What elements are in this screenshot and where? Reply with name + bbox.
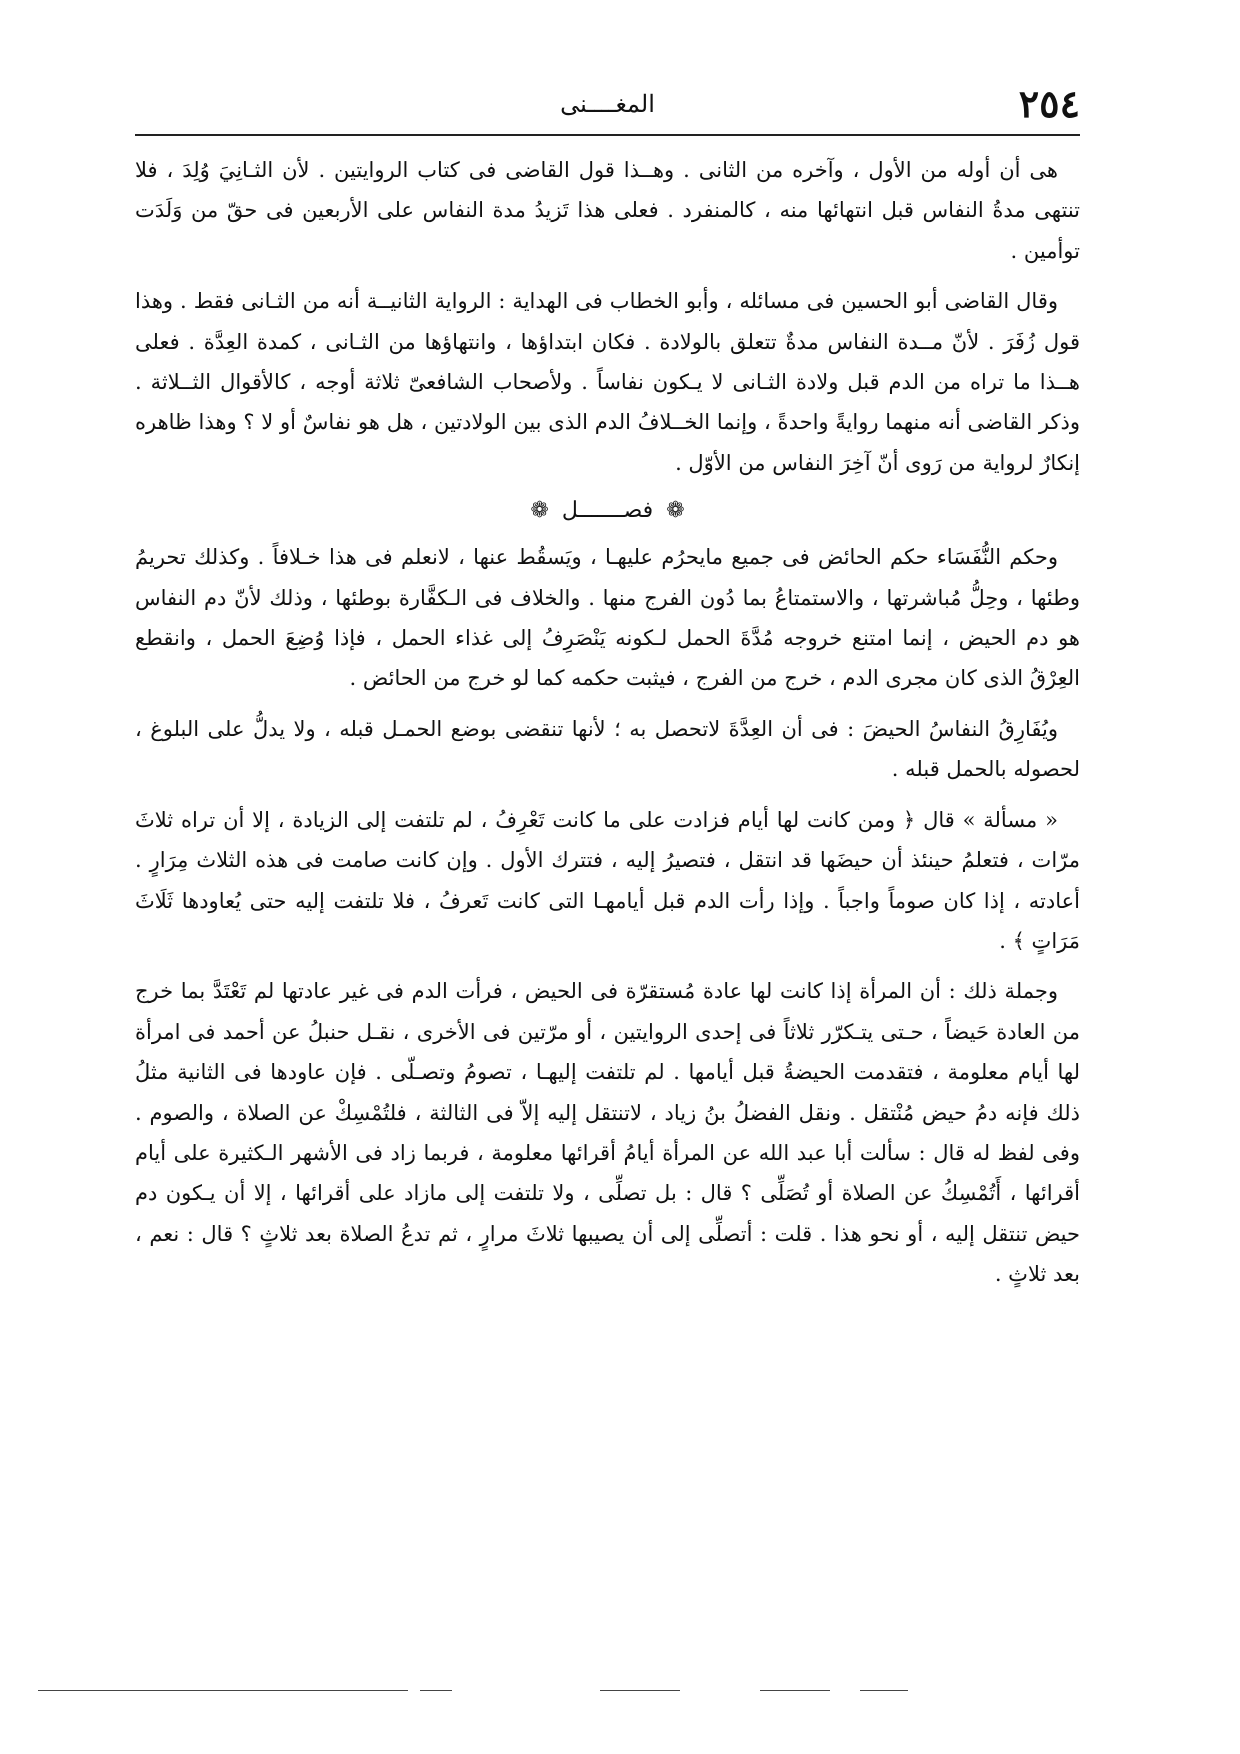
footer-rule xyxy=(860,1690,908,1691)
paragraph: وجملة ذلك : أن المرأة إذا كانت لها عادة مُستقرّة فى الحيض ، فرأت الدم فى غير عادتها لم تَعْتَدَّ بما خرج من العادة حَيضاً ، حـتى يتـكرّر ثلاثاً فى إحدى الروايتين ، أو مرّتين فى الأخرى ، نقـل حنبلُ عن أحمد فى امرأة لها أيام معلومة ، فتقدمت الحيضةُ قبل أيامها . لم تلتفت إليهـا ، تصومُ وتصـلّى . فإن عاودها فى الثانية مثلُ ذلك فإنه دمُ حيض مُنْتقل . ونقل الفضلُ بنُ زياد ، لاتنتقل إليه إلاّ فى الثالثة ، فلتُمْسِكْ عن الصلاة ، والصوم . وفى لفظ له قال : سألت أبا عبد الله عن المرأة أيامُ أقرائها معلومة ، فربما زاد فى الأشهر الـكثيرة على أيام أقرائها ، أَتُمْسِكُ عن الصلاة أو تُصَلِّى ؟ قال : بل تصلِّى ، ولا تلتفت إلى مازاد على أقرائها ، إلا أن يـكون دم حيض تنتقل إليه ، أو نحو هذا . قلت : أتصلِّى إلى أن يصيبها ثلاثَ مرارٍ ، ثم تدعُ الصلاة بعد ثلاثٍ ؟ قال : نعم ، بعد ثلاثٍ . xyxy=(135,979,1080,1287)
main-text xyxy=(135,150,1080,1295)
section-heading xyxy=(135,491,1080,531)
paragraph-gap xyxy=(135,790,1080,800)
ornament-icon: ❁ xyxy=(530,498,549,524)
paragraph-gap xyxy=(135,699,1080,709)
paragraph: ويُفَارِقُ النفاسُ الحيضَ : فى أن العِدَّةَ لاتحصل به ؛ لأنها تنقضى بوضع الحمـل قبله ، ولا يدلُّ على البلوغ ، لحصوله بالحمل قبله . xyxy=(135,716,1080,782)
ornament-icon: ❁ xyxy=(666,498,685,524)
paragraph-gap xyxy=(135,271,1080,281)
header-rule xyxy=(135,134,1080,136)
paragraph: وقال القاضى أبو الحسين فى مسائله ، وأبو الخطاب فى الهداية : الرواية الثانيــة أنه من الثـانى فقط . وهذا قول زُفَرَ . لأنّ مــدة النفاس مدةٌ تتعلق بالولادة . فكان ابتداؤها ، وانتهاؤها من الثـانى ، كمدة العِدَّة . فعلى هــذا ما تراه من الدم قبل ولادة الثـانى لا يـكون نفاساً . ولأصحاب الشافعىّ ثلاثة أوجه ، كالأقوال الثــلاثة . وذكر القاضى أنه منهما روايةً واحدةً ، وإنما الخــلافُ الدم الذى بين الولادتين ، هل هو نفاسٌ أو لا ؟ وهذا ظاهره إنكارٌ لرواية من رَوى أنّ آخِرَ النفاس من الأوّل . xyxy=(135,289,1080,475)
running-title: المغــــنى xyxy=(560,90,655,118)
paragraph: وحكم النُّفَسَاء حكم الحائض فى جميع مايحرُم عليهـا ، ويَسقُط عنها ، لانعلم فى هذا خـلافاً . وكذلك تحريمُ وطئها ، وحِلُّ مُباشرتها ، والاستمتاعُ بما دُون الفرج منها . والخلاف فى الـكفَّارة بوطئها ، وذلك لأنّ دم النفاس هو دم الحيض ، إنما امتنع خروجه مُدَّةَ الحمل لـكونه يَنْصَرِفُ إلى غذاء الحمل ، فإذا وُضِعَ الحمل ، وانقطع العِرْقُ الذى كان مجرى الدم ، خرج من الفرج ، فيثبت حكمه كما لو خرج من الحائض . xyxy=(135,545,1080,691)
footer-rule xyxy=(600,1690,680,1691)
footer-rule xyxy=(760,1690,830,1691)
footer-rule xyxy=(38,1690,408,1691)
footer-rule xyxy=(420,1690,452,1691)
paragraph: « مسألة » قال ﴿ ومن كانت لها أيام فزادت على ما كانت تَعْرِفُ ، لم تلتفت إلى الزيادة ، إلا أن تراه ثلاثَ مرّات ، فتعلمُ حينئذ أن حيضَها قد انتقل ، فتصيرُ إليه ، فتترك الأول . وإن كانت صامت فى هذه الثلاث مِرَارٍ . أعادته ، إذا كان صوماً واجباً . وإذا رأت الدم قبل أيامهـا التى كانت تَعرفُ ، فلا تلتفت إليه حتى يُعاودها ثَلَاثَ مَرَاتٍ ﴾ . xyxy=(135,807,1080,953)
paragraph: هى أن أوله من الأول ، وآخره من الثانى . وهــذا قول القاضى فى كتاب الروايتين . لأن الثـانِيَ وُلِدَ ، فلا تنتهى مدةُ النفاس قبل انتهائها منه ، كالمنفرد . فعلى هذا تَزيدُ مدة النفاس على الأربعين فى حقّ من وَلَدَت توأمين . xyxy=(135,158,1080,263)
footer-rules xyxy=(0,1690,1240,1700)
page-number: ٢٥٤ xyxy=(1018,81,1080,126)
section-title: فصـــــــل xyxy=(561,498,654,524)
page-header xyxy=(135,78,1080,134)
paragraph-gap xyxy=(135,961,1080,971)
